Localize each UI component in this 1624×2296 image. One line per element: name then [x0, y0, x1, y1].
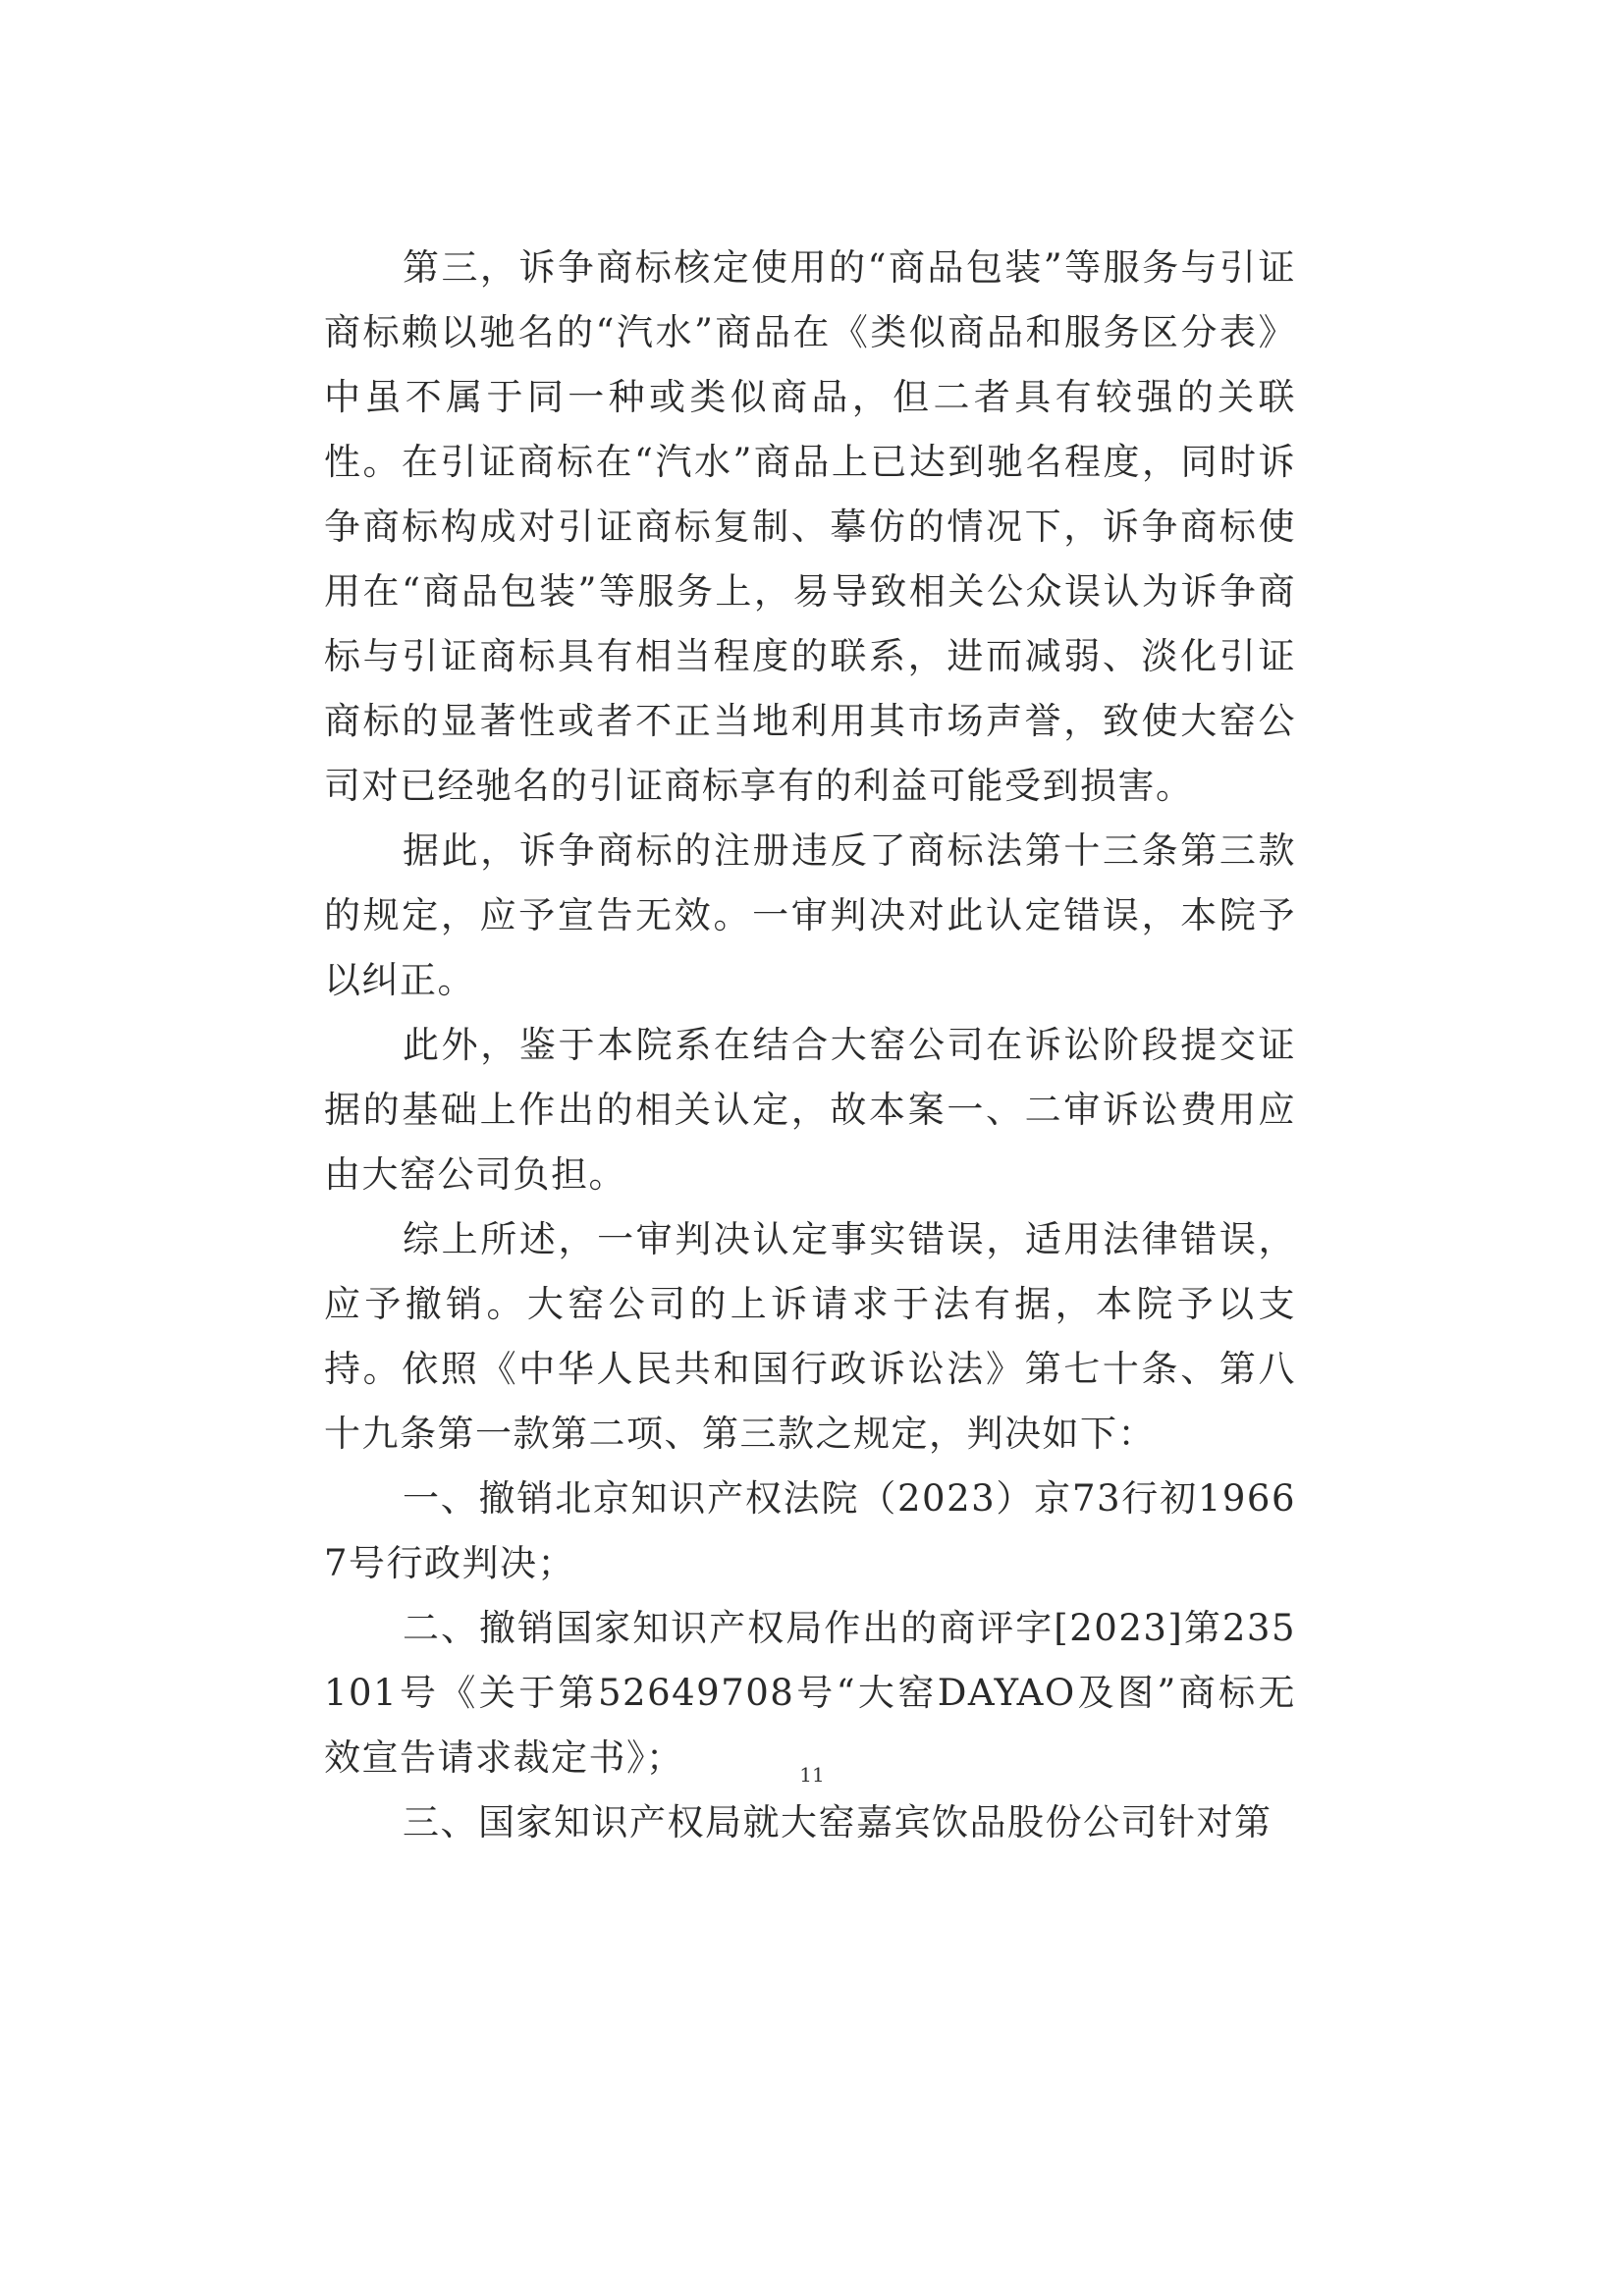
page-number: 11	[799, 1763, 825, 1787]
paragraph-ruling-item-1: 一、撤销北京知识产权法院（2023）京73行初19667号行政判决；	[324, 1477, 1296, 1584]
paragraph-third-point: 第三，诉争商标核定使用的“商品包装”等服务与引证商标赖以驰名的“汽水”商品在《类似商品和服务区分表》中虽不属于同一种或类似商品，但二者具有较强的关联性。在引证商标在“汽水”商品上已达到驰名程度，同时诉争商标构成对引证商标复制、摹仿的情况下，诉争商标使用在“商品包装”等服务上，易导致相关公众误认为诉争商标与引证商标具有相当程度的联系，进而减弱、淡化引证商标的显著性或者不正当地利用其市场声誉，致使大窑公司对已经驰名的引证商标享有的利益可能受到损害。	[324, 246, 1296, 807]
paragraph-ruling-item-2: 二、撤销国家知识产权局作出的商评字[2023]第235101号《关于第52649708号“大窑DAYAO及图”商标无效宣告请求裁定书》；	[324, 1607, 1296, 1779]
paragraph-conclusion-invalid: 据此，诉争商标的注册违反了商标法第十三条第三款的规定，应予宣告无效。一审判决对此认定错误，本院予以纠正。	[324, 829, 1296, 1001]
paragraph-litigation-costs: 此外，鉴于本院系在结合大窑公司在诉讼阶段提交证据的基础上作出的相关认定，故本案一、二审诉讼费用应由大窑公司负担。	[324, 1024, 1296, 1196]
paragraph-summary-judgment: 综上所述，一审判决认定事实错误，适用法律错误，应予撤销。大窑公司的上诉请求于法有据，本院予以支持。依照《中华人民共和国行政诉讼法》第七十条、第八十九条第一款第二项、第三款之规定，判决如下：	[324, 1218, 1296, 1455]
document-body	[324, 236, 1296, 1855]
paragraph-ruling-item-3: 三、国家知识产权局就大窑嘉宾饮品股份公司针对第	[403, 1801, 1272, 1843]
